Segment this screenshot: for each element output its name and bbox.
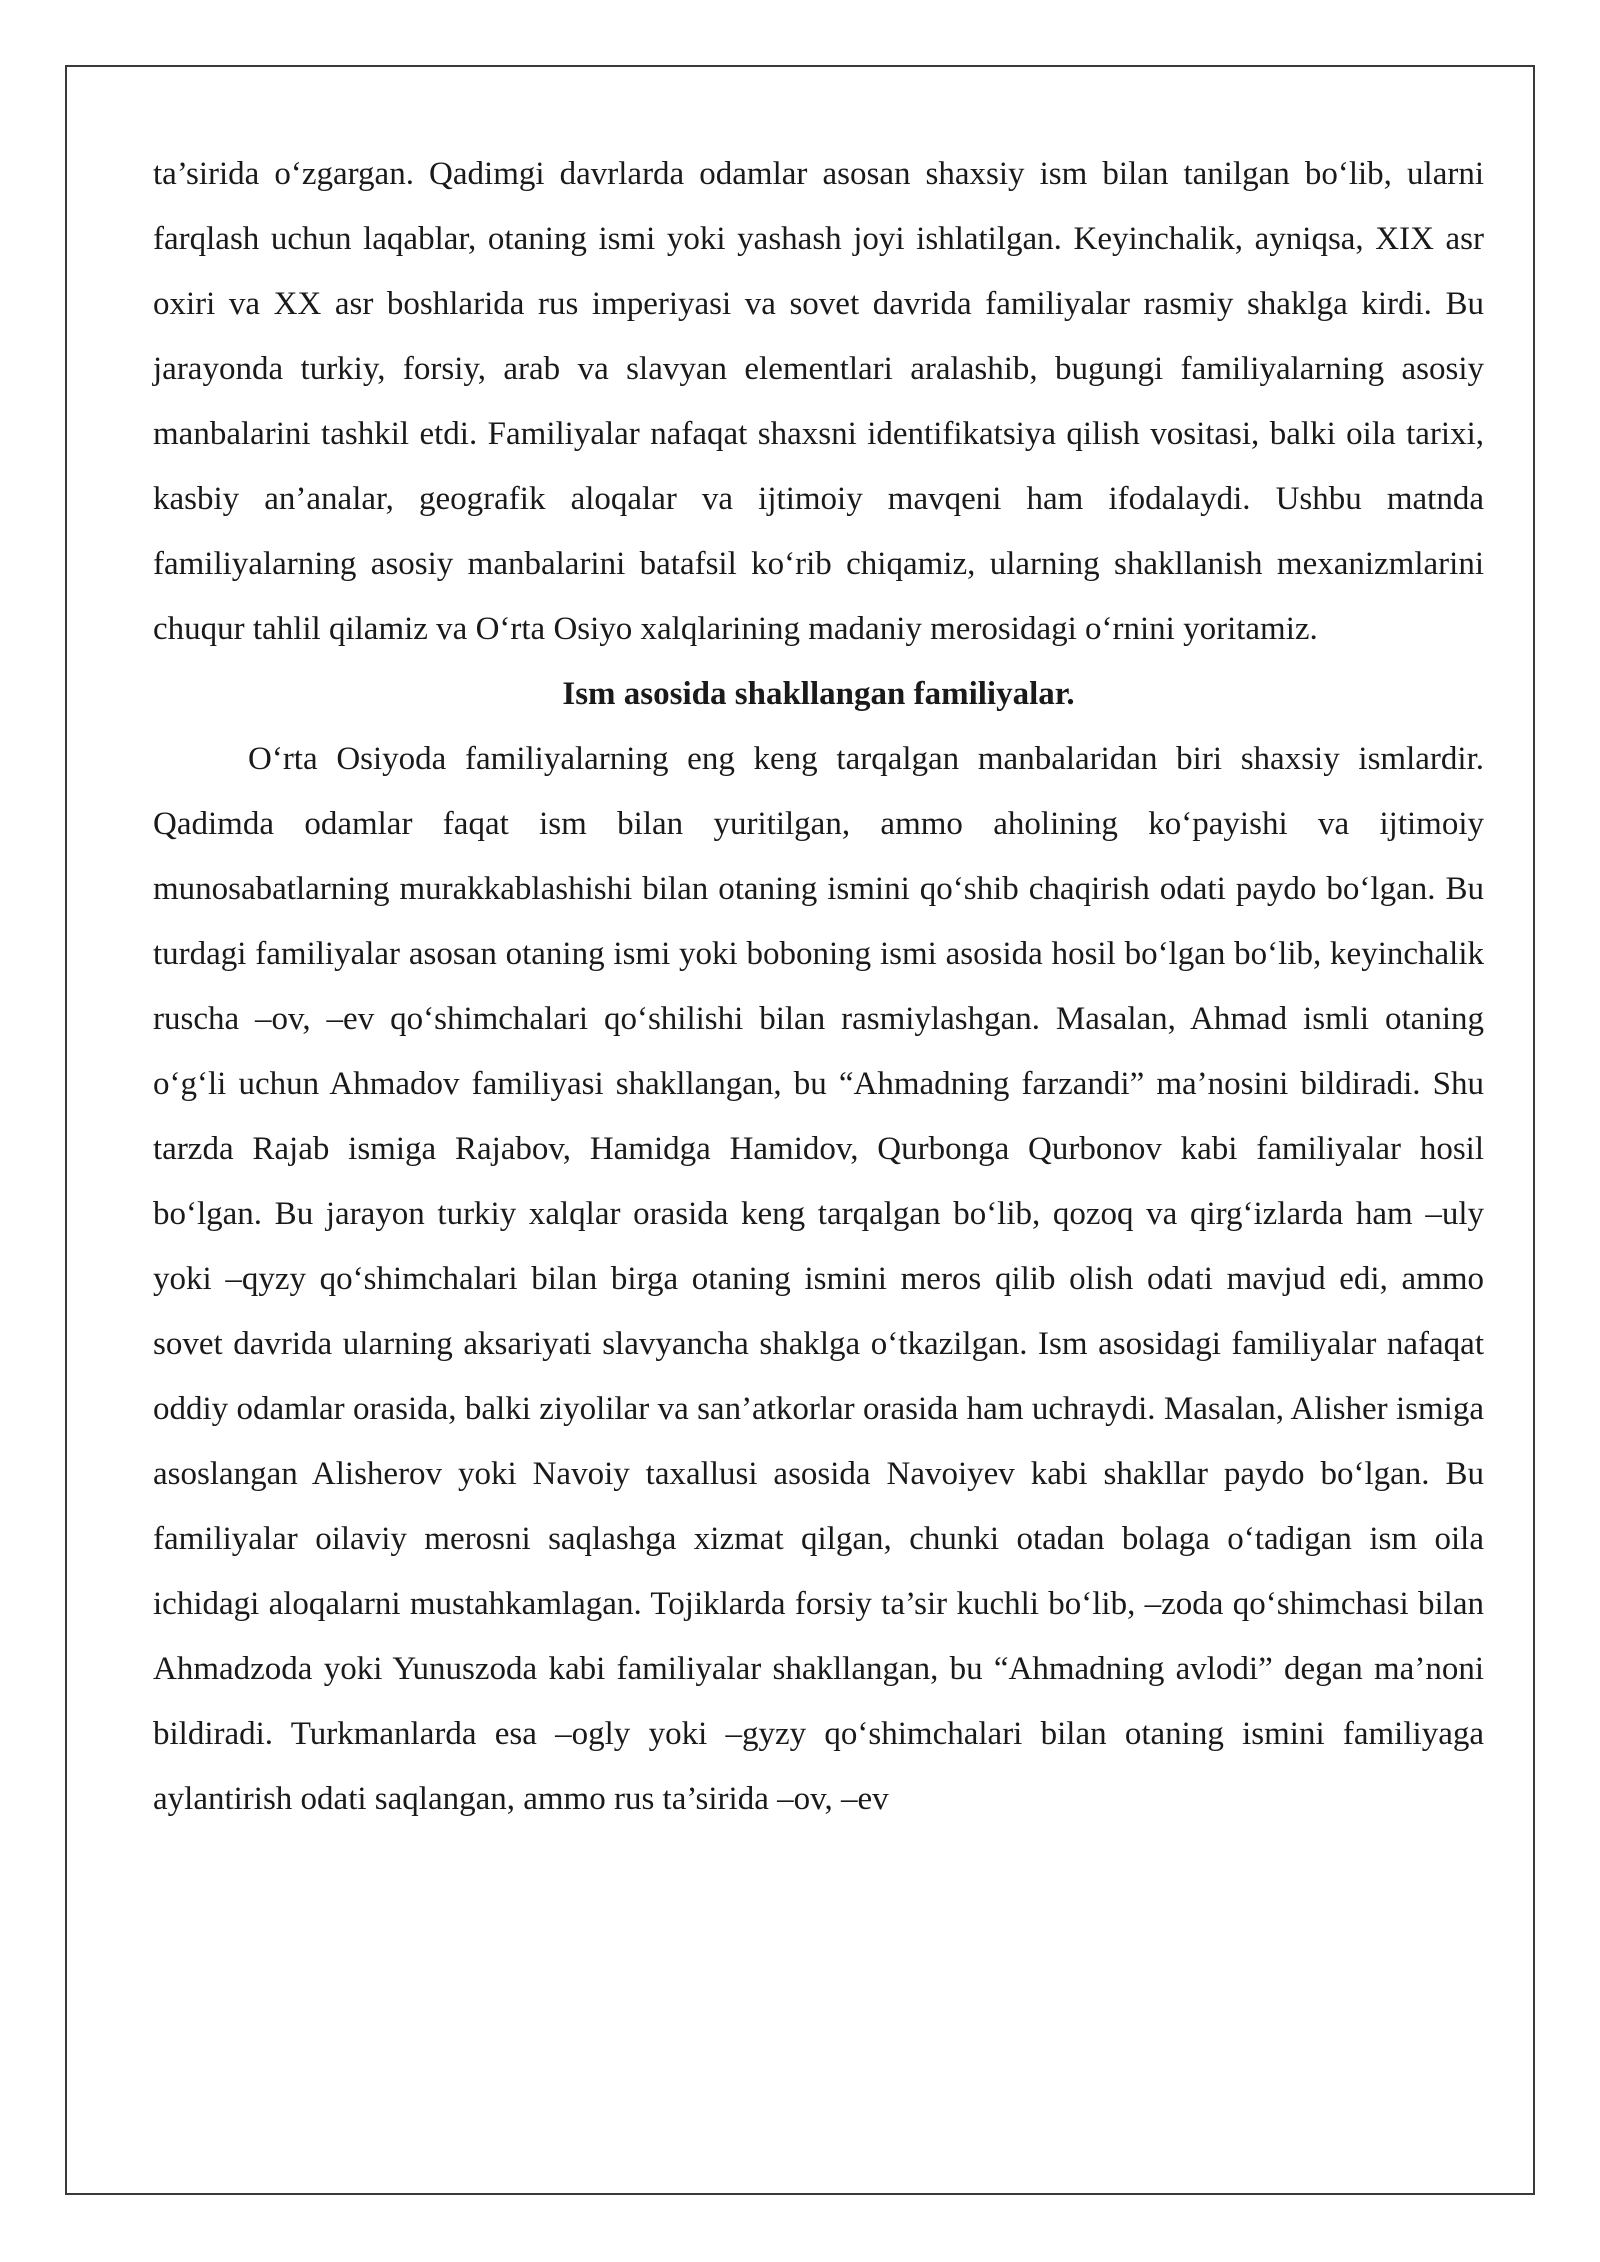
paragraph-intro: ta’sirida o‘zgargan. Qadimgi davrlarda odamlar asosan shaxsiy ism bilan tanilgan bo‘lib, ularni farqlash uchun laqablar, otaning ismi yoki yashash joyi ishlatilgan. Keyinchalik, ayniqsa, XIX asr oxiri va XX asr boshlarida rus imperiyasi va sovet davrida familiyalar rasmiy shaklga kirdi. Bu jarayonda turkiy, forsiy, arab va slavyan elementlari aralashib, bugungi familiyalarning asosiy manbalarini tashkil etdi. Familiyalar nafaqat shaxsni identifikatsiya qilish vositasi, balki oila tarixi, kasbiy an’analar, geografik aloqalar va ijtimoiy mavqeni ham ifodalaydi. Ushbu matnda familiyalarning asosiy manbalarini batafsil ko‘rib chiqamiz, ularning shakllanish mexanizmlarini chuqur tahlil qilamiz va O‘rta Osiyo xalqlarining madaniy merosidagi o‘rnini yoritamiz.	[153, 156, 1484, 647]
section-heading: Ism asosida shakllangan familiyalar.	[562, 676, 1075, 712]
document-body	[153, 142, 1484, 1832]
paragraph-names: O‘rta Osiyoda familiyalarning eng keng tarqalgan manbalaridan biri shaxsiy ismlardir. Qadimda odamlar faqat ism bilan yuritilgan, ammo aholining ko‘payishi va ijtimoiy munosabatlarning murakkablashishi bilan otaning ismini qo‘shib chaqirish odati paydo bo‘lgan. Bu turdagi familiyalar asosan otaning ismi yoki boboning ismi asosida hosil bo‘lgan bo‘lib, keyinchalik ruscha –ov, –ev qo‘shimchalari qo‘shilishi bilan rasmiylashgan. Masalan, Ahmad ismli otaning o‘g‘li uchun Ahmadov familiyasi shakllangan, bu “Ahmadning farzandi” ma’nosini bildiradi. Shu tarzda Rajab ismiga Rajabov, Hamidga Hamidov, Qurbonga Qurbonov kabi familiyalar hosil bo‘lgan. Bu jarayon turkiy xalqlar orasida keng tarqalgan bo‘lib, qozoq va qirg‘izlarda ham –uly yoki –qyzy qo‘shimchalari bilan birga otaning ismini meros qilib olish odati mavjud edi, ammo sovet davrida ularning aksariyati slavyancha shaklga o‘tkazilgan. Ism asosidagi familiyalar nafaqat oddiy odamlar orasida, balki ziyolilar va san’atkorlar orasida ham uchraydi. Masalan, Alisher ismiga asoslangan Alisherov yoki Navoiy taxallusi asosida Navoiyev kabi shakllar paydo bo‘lgan. Bu familiyalar oilaviy merosni saqlashga xizmat qilgan, chunki otadan bolaga o‘tadigan ism oila ichidagi aloqalarni mustahkamlagan. Tojiklarda forsiy ta’sir kuchli bo‘lib, –zoda qo‘shimchasi bilan Ahmadzoda yoki Yunuszoda kabi familiyalar shakllangan, bu “Ahmadning avlodi” degan ma’noni bildiradi. Turkmanlarda esa –ogly yoki –gyzy qo‘shimchalari bilan otaning ismini familiyaga aylantirish odati saqlangan, ammo rus ta’sirida –ov, –ev	[153, 741, 1484, 1817]
